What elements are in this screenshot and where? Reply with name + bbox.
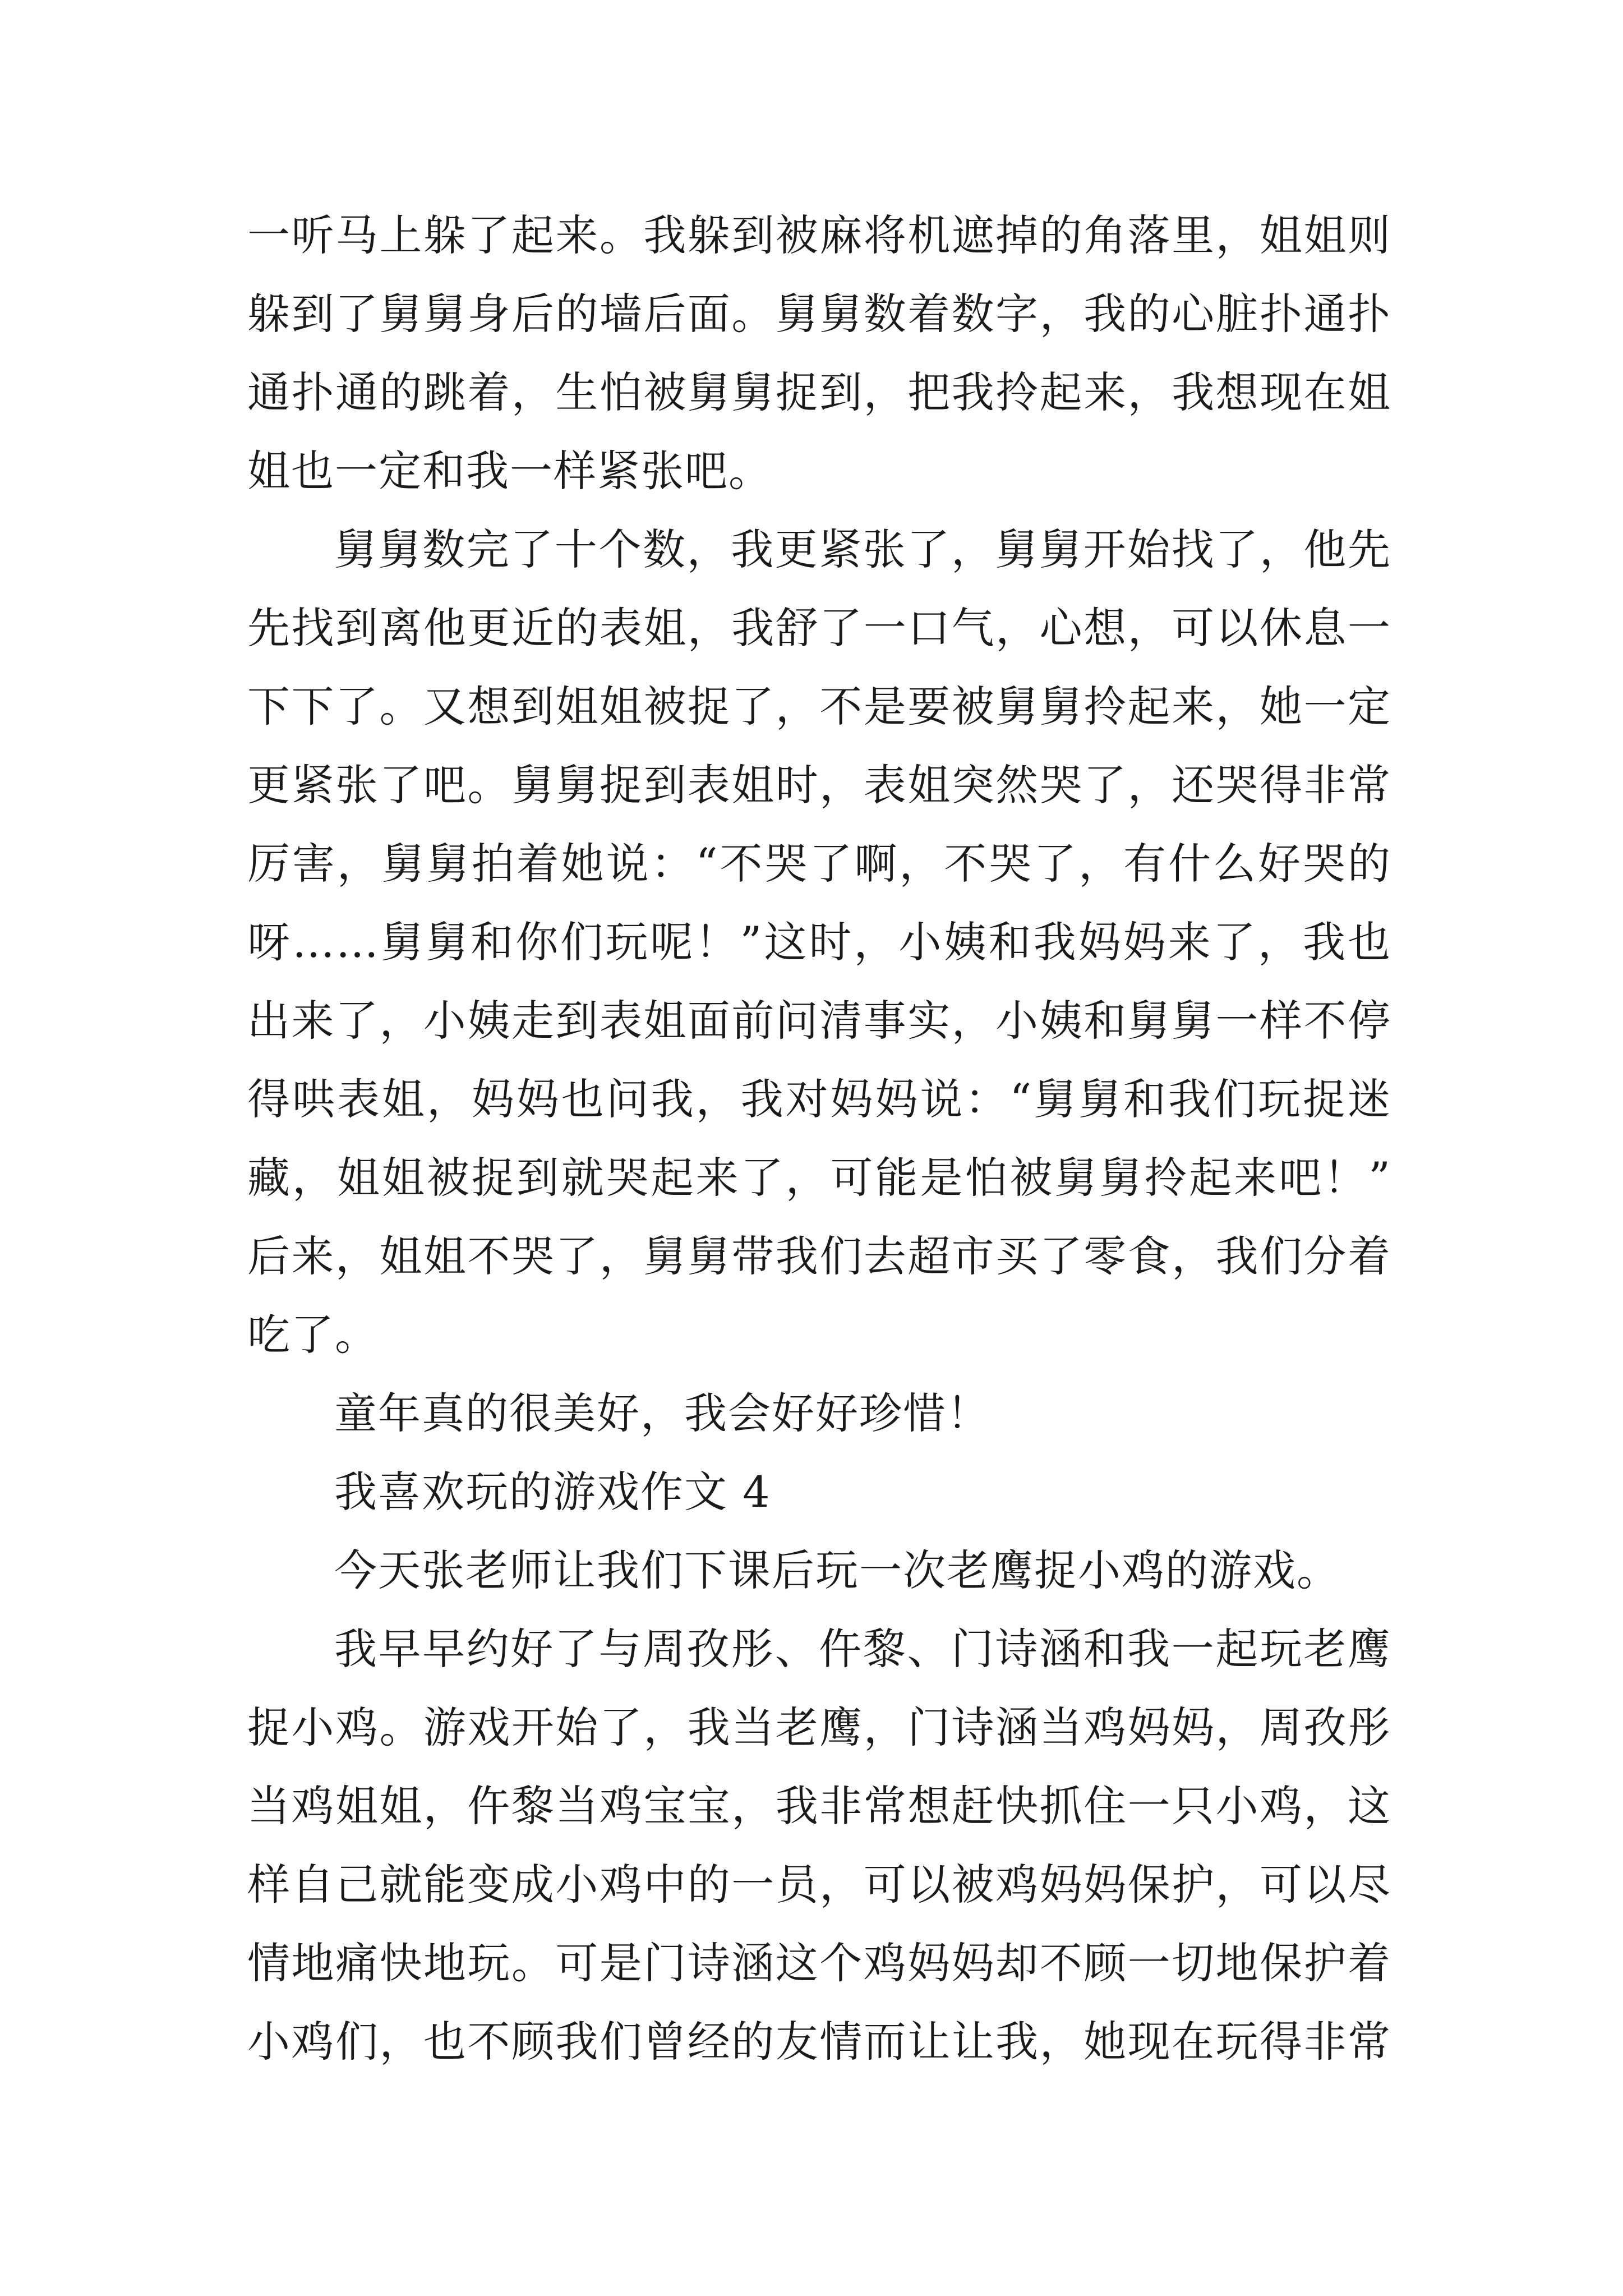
text-line: 得哄表姐，妈妈也问我，我对妈妈说：“舅舅和我们玩捉迷 <box>247 1074 1391 1124</box>
text-line: 先找到离他更近的表姐，我舒了一口气，心想，可以休息一 <box>247 603 1391 653</box>
text-line: 当鸡姐姐，仵黎当鸡宝宝，我非常想赶快抓住一只小鸡，这 <box>247 1781 1391 1831</box>
text-line: 童年真的很美好，我会好好珍惜！ <box>334 1388 990 1438</box>
text-line: 捉小鸡。游戏开始了，我当老鹰，门诗涵当鸡妈妈，周孜彤 <box>247 1703 1391 1752</box>
text-line: 出来了，小姨走到表姐面前问清事实，小姨和舅舅一样不停 <box>247 996 1391 1046</box>
text-line: 躲到了舅舅身后的墙后面。舅舅数着数字，我的心脏扑通扑 <box>247 289 1391 339</box>
text-line: 姐也一定和我一样紧张吧。 <box>247 446 772 496</box>
text-line: 通扑通的跳着，生怕被舅舅捉到，把我拎起来，我想现在姐 <box>247 367 1391 417</box>
text-line: 更紧张了吧。舅舅捉到表姐时，表姐突然哭了，还哭得非常 <box>247 760 1391 810</box>
text-line: 我早早约好了与周孜彤、仵黎、门诗涵和我一起玩老鹰 <box>334 1624 1391 1674</box>
text-line: 后来，姐姐不哭了，舅舅带我们去超市买了零食，我们分着 <box>247 1231 1391 1281</box>
text-line: 下下了。又想到姐姐被捉了，不是要被舅舅拎起来，她一定 <box>247 682 1391 731</box>
text-line: 舅舅数完了十个数，我更紧张了，舅舅开始找了，他先 <box>334 524 1391 574</box>
text-line: 小鸡们，也不顾我们曾经的友情而让让我，她现在玩得非常 <box>247 2017 1391 2067</box>
text-line: 今天张老师让我们下课后玩一次老鹰捉小鸡的游戏。 <box>334 1545 1340 1595</box>
text-line: 厉害，舅舅拍着她说：“不哭了啊，不哭了，有什么好哭的 <box>247 839 1391 889</box>
text-line: 情地痛快地玩。可是门诗涵这个鸡妈妈却不顾一切地保护着 <box>247 1938 1391 1988</box>
text-line: 藏，姐姐被捉到就哭起来了，可能是怕被舅舅拎起来吧！” <box>247 1153 1391 1203</box>
text-line: 吃了。 <box>247 1310 379 1360</box>
text-line: 呀……舅舅和你们玩呢！”这时，小姨和我妈妈来了，我也 <box>247 917 1391 967</box>
text-line: 样自己就能变成小鸡中的一员，可以被鸡妈妈保护，可以尽 <box>247 1860 1391 1910</box>
text-line: 一听马上躲了起来。我躲到被麻将机遮掉的角落里，姐姐则 <box>247 210 1391 260</box>
section-heading: 我喜欢玩的游戏作文 4 <box>334 1467 771 1517</box>
